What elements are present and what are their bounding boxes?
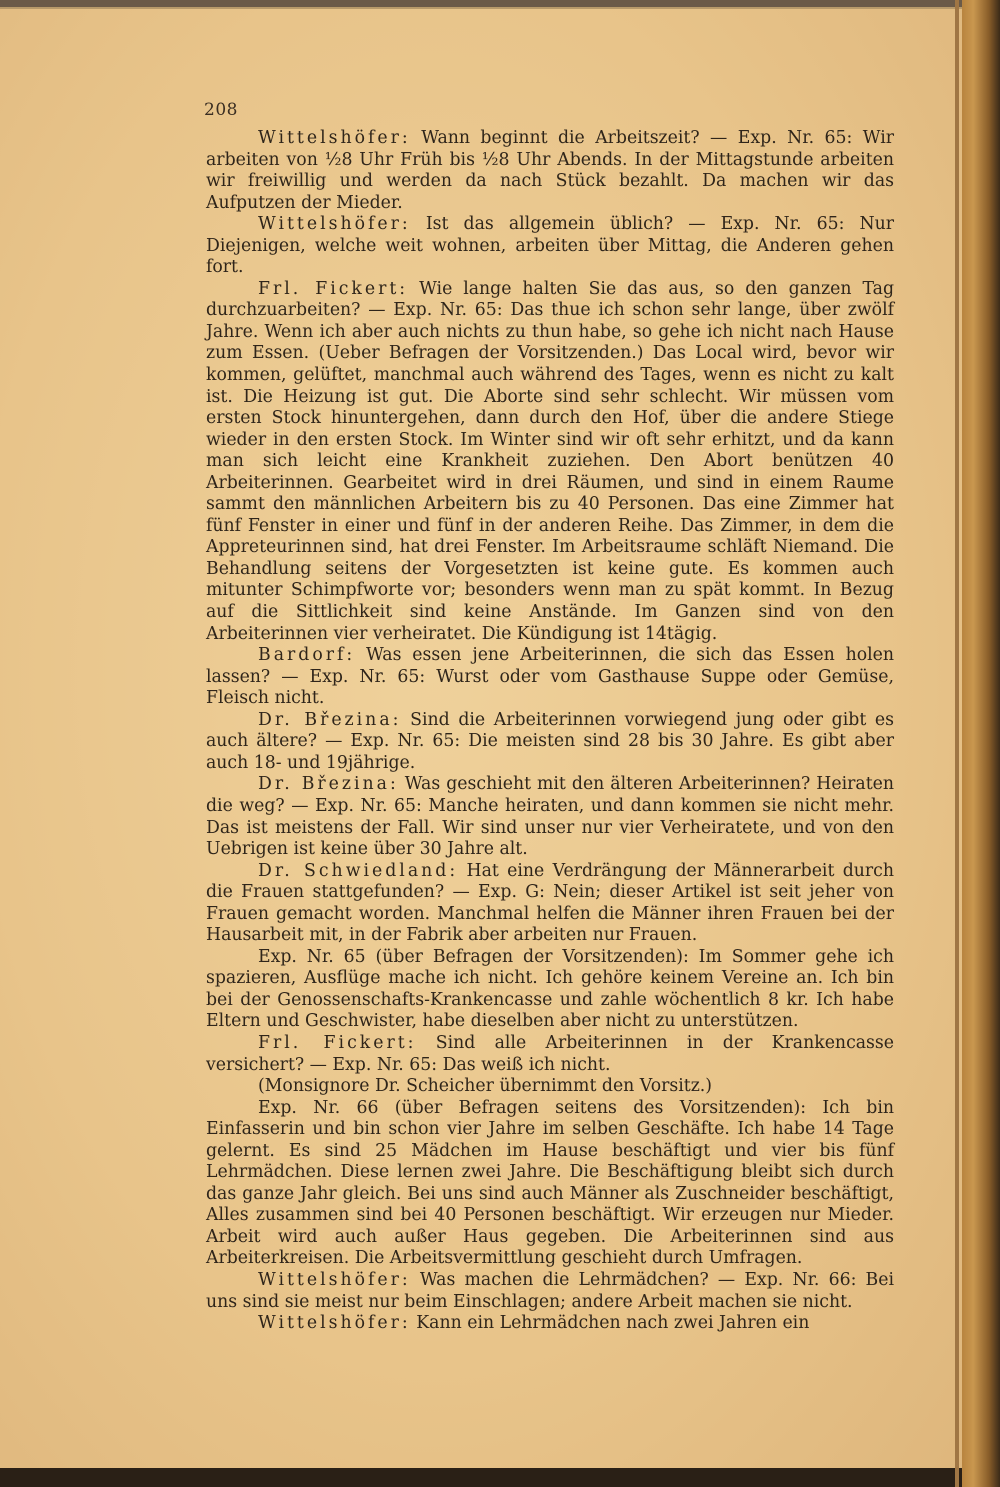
- speaker: Dr. Březina:: [258, 774, 399, 795]
- speaker: Wittelshöfer:: [258, 214, 411, 235]
- paragraph: [206, 1076, 894, 1098]
- paragraph: [206, 861, 894, 947]
- paragraph-text: Was machen die Lehrmädchen? — Exp. Nr. 66: Bei uns sind sie meist nur beim Einschlagen; andere Arbeit machen sie nicht.: [206, 1269, 895, 1312]
- paragraph-text: Sind die Arbeiterinnen vorwiegend jung oder gibt es auch ältere? — Exp. Nr. 65: Die meisten sind 28 bis 30 Jahre. Es gibt aber auch 18- und 19jährige.: [206, 709, 895, 773]
- speaker: Frl. Fickert:: [258, 278, 409, 299]
- paragraph-text: Exp. Nr. 66 (über Befragen seitens des Vorsitzenden): Ich bin Einfasserin und bin schon vier Jahre im selben Geschäfte. Ich habe 14 Tage gelernt. Es sind 25 Mädchen im Hause beschäftigt und vier bis fünf Lehrmädchen. Diese lernen zwei Jahre. Die Beschäftigung bleibt sich durch das ganze Jahr gleich. Bei uns sind auch Männer als Zuschneider beschäftigt, Alles zusammen sind bei 40 Personen beschäftigt. Wir erzeugen nur Mieder. Arbeit wird auch außer Haus gegeben. Die Arbeiterinnen sind aus Arbeiterkreisen. Die Arbeitsvermittlung geschieht durch Umfragen.: [206, 1097, 894, 1269]
- paragraph: [206, 774, 894, 860]
- page-bottom-edge: [0, 1468, 962, 1487]
- speaker: Dr. Schwiedland:: [258, 860, 459, 881]
- book-binding: [962, 0, 1000, 1487]
- speaker: Bardorf:: [258, 645, 356, 666]
- speaker: Wittelshöfer:: [258, 1269, 411, 1290]
- page-top-edge: [0, 0, 962, 9]
- page-number: 208: [204, 100, 238, 120]
- paragraph-text: Exp. Nr. 65 (über Befragen der Vorsitzenden): Im Sommer gehe ich spazieren, Ausflüge mache ich nicht. Ich gehöre keinem Vereine an. Ich bin bei der Genossenschafts-Krankencasse und zahle wöchentlich 8 kr. Ich habe Eltern und Geschwister, habe dieselben aber nicht zu unterstützen.: [206, 946, 894, 1032]
- paragraph-text: Sind alle Arbeiterinnen in der Krankencasse versichert? — Exp. Nr. 65: Das weiß ich nicht.: [206, 1032, 895, 1075]
- speaker: Wittelshöfer:: [258, 128, 411, 148]
- paragraph-text: Ist das allgemein üblich? — Exp. Nr. 65: Nur Diejenigen, welche weit wohnen, arbeiten über Mittag, die Anderen gehen fort.: [206, 214, 894, 278]
- paragraph: [206, 128, 894, 214]
- paragraph: [206, 1033, 894, 1076]
- speaker: Dr. Březina:: [258, 709, 402, 730]
- paragraph: [206, 1270, 894, 1313]
- paragraph-text: Hat eine Verdrängung der Männerarbeit durch die Frauen stattgefunden? — Exp. G: Nein; dieser Artikel ist seit jeher von Frauen gemacht worden. Manchmal helfen die Männer ihren Frauen bei der Hausarbeit mit, in der Fabrik aber arbeiten nur Frauen.: [206, 860, 894, 946]
- paragraph: [206, 1098, 894, 1270]
- paragraph-text: Was geschieht mit den älteren Arbeiterinnen? Heiraten die weg? — Exp. Nr. 65: Manche heiraten, und dann kommen sie nicht mehr. Das ist meistens der Fall. Wir sind unser nur vier Verheiratete, und von den Uebrigen ist keine über 30 Jahre alt.: [206, 774, 895, 860]
- paragraph: [206, 214, 894, 279]
- paragraph-text: Wie lange halten Sie das aus, so den ganzen Tag durchzuarbeiten? — Exp. Nr. 65: Das thue ich schon sehr lange, über zwölf Jahre. Wenn ich aber auch nichts zu thun habe, so gehe ich nicht nach Hause zum Essen. (Ueber Befragen der Vorsitzenden.) Das Local wird, bevor wir kommen, gelüftet, manchmal auch während des Tages, wenn es nicht zu kalt ist. Die Heizung ist gut. Die Aborte sind sehr schlecht. Wir müssen vom ersten Stock hinuntergehen, dann durch den Hof, über die andere Stiege wieder in den ersten Stock. Im Winter sind wir oft sehr erhitzt, und da kann man sich leicht eine Krankheit zuziehen. Den Abort benützen 40 Arbeiterinnen. Gearbeitet wird in drei Räumen, und sind in einem Raume sammt den männlichen Arbeitern bis zu 40 Personen. Das eine Zimmer hat fünf Fenster in einer und fünf in der anderen Reihe. Das Zimmer, in dem die Appreteurinnen sind, hat drei Fenster. Im Arbeitsraume schläft Niemand. Die Behandlung seitens der Vorgesetzten ist keine gute. Es kommen auch mitunter Schimpfworte vor; besonders wenn man zu spät kommt. In Bezug auf die Sittlichkeit sind keine Anstände. Im Ganzen sind von den Arbeiterinnen vier verheiratet. Die Kündigung ist 14tägig.: [206, 278, 895, 644]
- paragraph-text: Was essen jene Arbeiterinnen, die sich das Essen holen lassen? — Exp. Nr. 65: Wurst oder vom Gasthause Suppe oder Gemüse, Fleisch nicht.: [206, 645, 894, 709]
- speaker: Wittelshöfer:: [258, 1313, 411, 1334]
- paragraph: [206, 1313, 894, 1335]
- paragraph: [206, 947, 894, 1033]
- paragraph: [206, 279, 894, 645]
- speaker: Frl. Fickert:: [258, 1032, 417, 1053]
- spine-edge: [955, 0, 959, 1487]
- paragraph-text: (Monsignore Dr. Scheicher übernimmt den Vorsitz.): [258, 1076, 713, 1097]
- paragraph: [206, 645, 894, 710]
- body-text: [206, 128, 894, 1335]
- paragraph-text: Wann beginnt die Arbeitszeit? — Exp. Nr. 65: Wir arbeiten von ½8 Uhr Früh bis ½8 Uhr Abends. In der Mittagstunde arbeiten wir freiwillig und werden da nach Stück bezahlt. Da machen wir das Aufputzen der Mieder.: [206, 128, 894, 213]
- paragraph-text: Kann ein Lehrmädchen nach zwei Jahren ein: [416, 1313, 810, 1334]
- paragraph: [206, 710, 894, 775]
